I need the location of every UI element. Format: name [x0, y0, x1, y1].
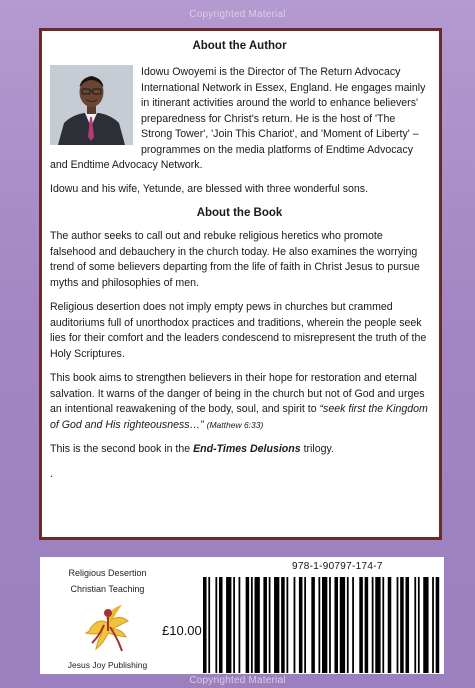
isbn-barcode [203, 577, 441, 673]
publisher-logo-icon [78, 599, 138, 662]
price-label: £10.00 [162, 623, 202, 638]
book-paragraph-3 [50, 371, 429, 433]
book-paragraph-4-end: trilogy. [300, 443, 334, 455]
scripture-reference: (Matthew 6:33) [206, 419, 264, 430]
book-paragraph-2: Religious desertion does not imply empty pews in churches but crammed auditoriums full of unorthodox practices and traditions, wherein the people seek lies for their comfort and the leaders condescend to misrepresent the truth of the Holy Scriptures. [50, 301, 427, 360]
scripture-quote: “seek first the Kingdom of God and His righteousness…” [50, 403, 428, 431]
isbn-number: 978-1-90797-174-7 [292, 561, 383, 572]
watermark-bottom: Copyrighted Material [189, 675, 286, 686]
author-family: Idowu and his wife, Yetunde, are blessed with three wonderful sons. [50, 182, 369, 195]
watermark-top: Copyrighted Material [189, 9, 286, 20]
series-title: End-Times Delusions [193, 443, 301, 455]
genre-label-1: Religious Desertion [68, 568, 147, 578]
book-paragraph-4 [50, 442, 429, 458]
about-book-heading: About the Book [196, 207, 283, 219]
book-paragraph-3-text: This book aims to strengthen believers in their hope for restoration and eternal salvation. It warns of the danger of being in the church but not of God and urges an intentional reawakening of the body, soul, and spirit to [50, 372, 425, 415]
back-cover-footer [40, 557, 444, 674]
about-author-heading: About the Author [192, 40, 287, 52]
author-photo [50, 65, 133, 145]
author-bio: Idowu Owoyemi is the Director of The Return Advocacy International Network in Essex, England. He engages mainly in itinerant activities around the world to enhance believers' preparedness for Christ's return. He is the host of 'The Strong Tower', 'Join This Chariot', and 'Moment of Liberty' – programmes on the media platforms of Endtime Advocacy and Endtime Advocacy Network. [50, 66, 426, 171]
genre-label-2: Christian Teaching [70, 584, 145, 594]
blurb-panel [39, 28, 442, 540]
blurb-content [50, 39, 429, 482]
book-paragraph-1: The author seeks to call out and rebuke religious heretics who promote falsehood and debauchery in the church today. He also examines the worrying trend of some believers departing from the life of faith in Christ Jesus to pursue myths and philosophies of men. [50, 230, 420, 289]
trailing-mark: . [50, 467, 53, 480]
publisher-name: Jesus Joy Publishing [67, 660, 148, 670]
book-paragraph-4-text: This is the second book in the [50, 443, 194, 455]
